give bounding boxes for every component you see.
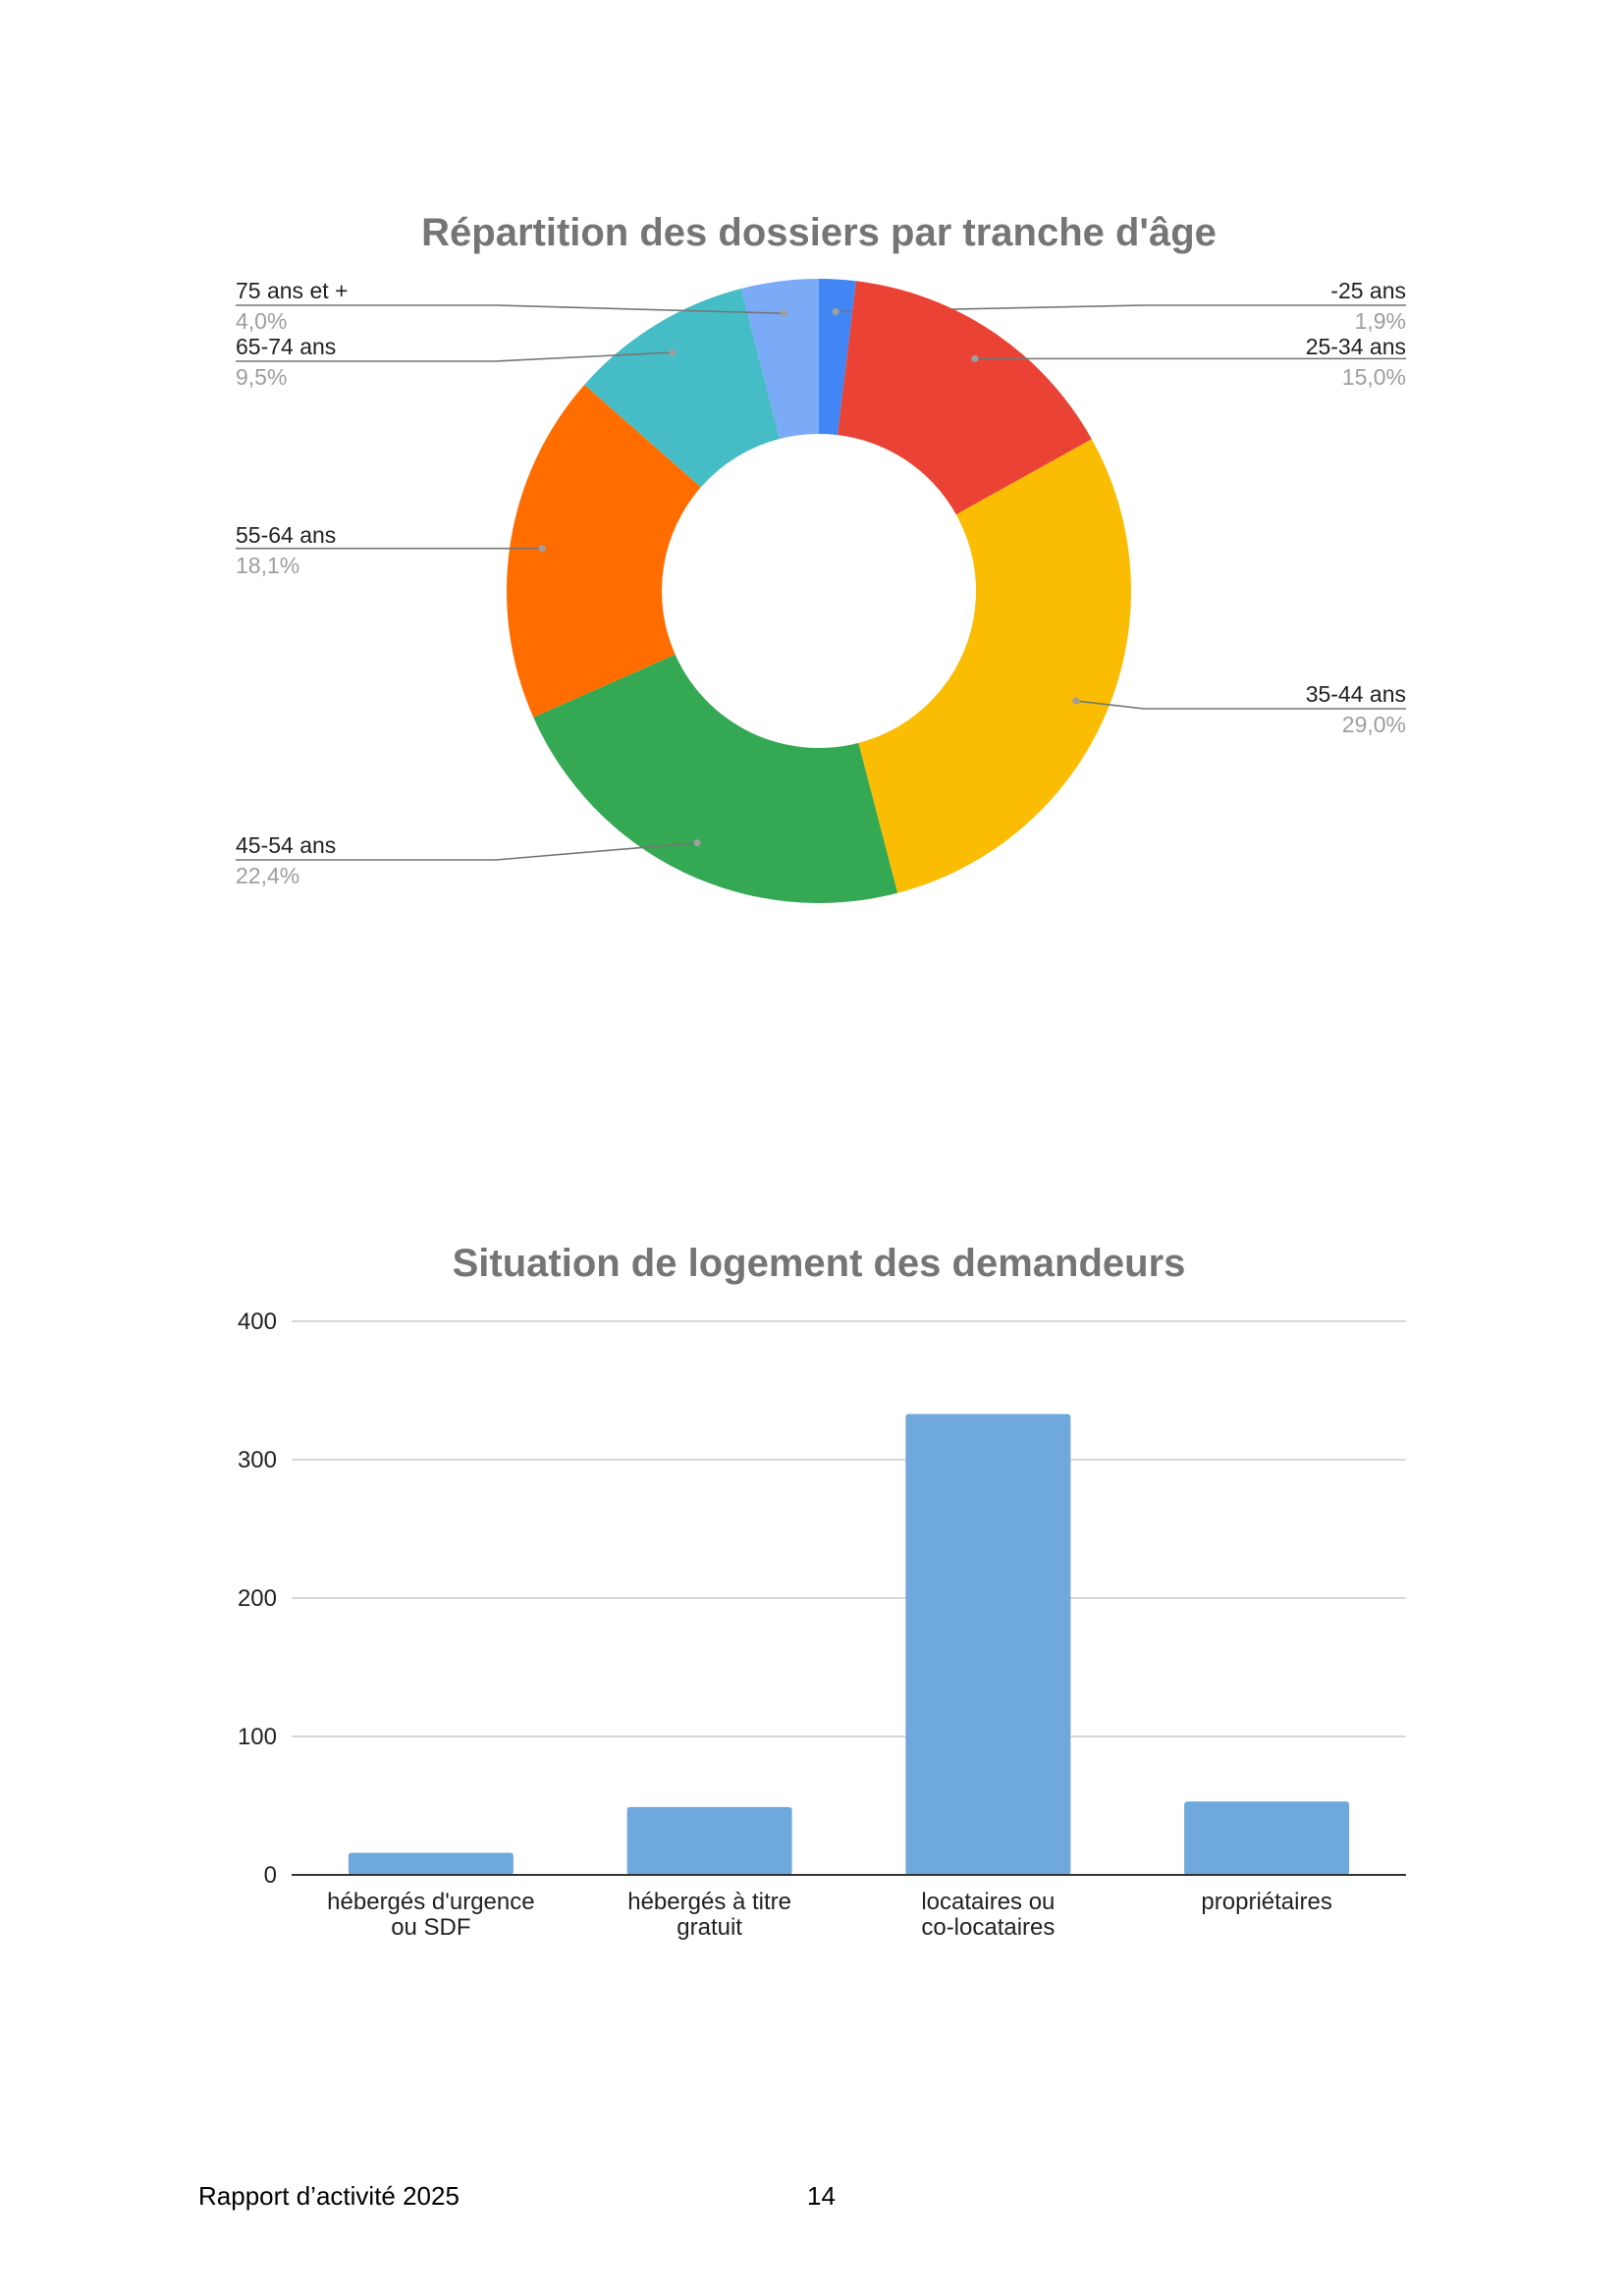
leader-dot — [539, 545, 546, 552]
leader-dot — [1072, 697, 1079, 704]
x-tick-label: co-locataires — [921, 1914, 1056, 1941]
slice-percent: 1,9% — [1354, 308, 1406, 334]
y-tick-label: 0 — [263, 1862, 277, 1889]
y-tick-label: 200 — [237, 1585, 277, 1612]
bar — [1184, 1801, 1349, 1875]
y-tick-label: 400 — [237, 1308, 277, 1335]
x-tick-label: ou SDF — [391, 1914, 471, 1941]
slice-percent: 22,4% — [236, 863, 300, 888]
donut-slice — [858, 439, 1131, 892]
x-tick-label: gratuit — [677, 1914, 742, 1941]
slice-label: 45-54 ans — [236, 832, 337, 858]
age-donut-chart — [0, 177, 1624, 962]
footer-report-title: Rapport d’activité 2025 — [198, 2181, 460, 2211]
slice-label: 75 ans et + — [236, 278, 349, 303]
x-tick-label: hébergés à titre — [627, 1889, 792, 1915]
y-tick-label: 300 — [237, 1447, 277, 1473]
leader-dot — [832, 308, 839, 315]
x-tick-label: hébergés d'urgence — [327, 1889, 535, 1915]
slice-percent: 9,5% — [236, 364, 288, 390]
footer-page-number: 14 — [807, 2181, 836, 2211]
leader-dot — [669, 348, 676, 355]
slice-label: 35-44 ans — [1305, 681, 1406, 707]
housing-bar-chart — [0, 1207, 1624, 1993]
leader-dot — [971, 355, 978, 362]
y-tick-label: 100 — [237, 1724, 277, 1750]
bar-chart-title: Situation de logement des demandeurs — [452, 1242, 1186, 1285]
slice-label: 55-64 ans — [236, 522, 337, 548]
x-tick-label: locataires ou — [921, 1889, 1056, 1915]
x-tick-label: propriétaires — [1201, 1889, 1332, 1915]
slice-label: 25-34 ans — [1305, 334, 1406, 359]
slice-percent: 29,0% — [1341, 712, 1406, 737]
bar — [905, 1414, 1070, 1875]
leader-dot — [781, 310, 787, 317]
slice-percent: 4,0% — [236, 308, 288, 334]
slice-label: 65-74 ans — [236, 334, 337, 359]
leader-dot — [694, 839, 701, 846]
bar — [349, 1852, 514, 1875]
bar — [627, 1807, 792, 1875]
slice-label: -25 ans — [1330, 278, 1406, 303]
donut-chart-title: Répartition des dossiers par tranche d'âge — [421, 211, 1217, 254]
slice-percent: 15,0% — [1341, 364, 1406, 390]
slice-percent: 18,1% — [236, 553, 300, 578]
